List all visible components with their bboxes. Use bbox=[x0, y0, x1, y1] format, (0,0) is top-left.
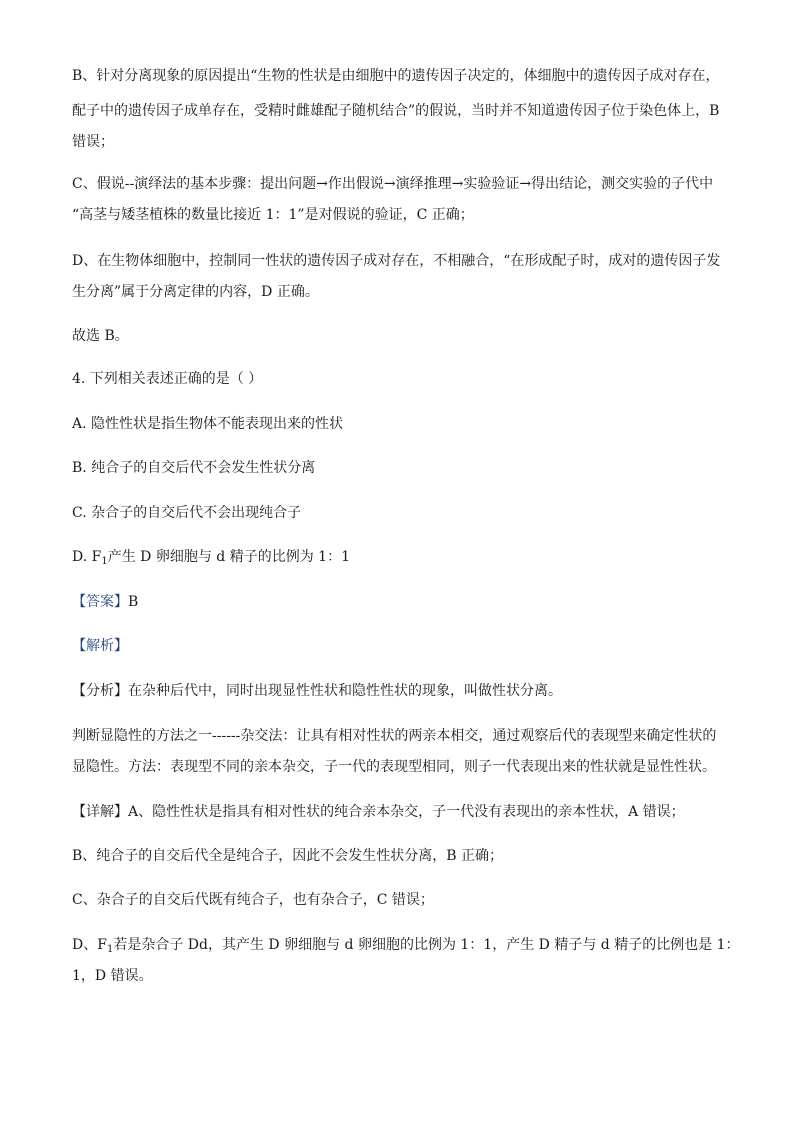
detail-b-line: B、纯合子的自交后代全是纯合子，因此不会发生性状分离，B 正确； bbox=[72, 848, 504, 864]
analysis-line bbox=[72, 636, 732, 656]
prev-b-line-1: B、针对分离现象的原因提出“生物的性状是由细胞中的遗传因子决定的，体细胞中的遗传因子成对存在， bbox=[72, 68, 720, 84]
method-line-2: 显隐性。方法：表现型不同的亲本杂交，子一代的表现型相同，则子一代表现出来的性状就是显性性状。 bbox=[72, 759, 716, 775]
prev-choose: 故选 B。 bbox=[72, 328, 129, 344]
answer-line bbox=[72, 592, 732, 612]
answer-value: B bbox=[128, 594, 139, 610]
detail-d-rest: 若是杂合子 Dd，其产生 D 卵细胞与 d 卵细胞的比例为 1：1，产生 D 精子与 d 精子的比例也是 1： bbox=[113, 937, 740, 953]
detail-d-line-2: 1，D 错误。 bbox=[72, 968, 153, 984]
fenxi-tag: 【分析】 bbox=[72, 683, 128, 699]
option-d bbox=[72, 547, 732, 567]
detail-c-line: C、杂合子的自交后代既有纯合子，也有杂合子，C 错误； bbox=[72, 892, 434, 908]
option-d-prefix: D. F bbox=[72, 549, 102, 565]
fenxi-text: 在杂种后代中，同时出现显性性状和隐性性状的现象，叫做性状分离。 bbox=[128, 683, 562, 699]
prev-c-line-1: C、假说--演绎法的基本步骤：提出问题→作出假说→演绎推理→实验验证→得出结论，测交实验的子代中 bbox=[72, 176, 714, 192]
option-c: C. 杂合子的自交后代不会出现纯合子 bbox=[72, 505, 302, 521]
prev-b-line-2: 配子中的遗传因子成单存在，受精时雌雄配子随机结合”的假说，当时并不知道遗传因子位于染色体上，B bbox=[72, 103, 720, 119]
detail-a-line bbox=[72, 802, 732, 822]
detail-a-text: A、隐性性状是指具有相对性状的纯合亲本杂交，子一代没有表现出的亲本性状，A 错误； bbox=[128, 804, 685, 820]
method-line-1: 判断显隐性的方法之一------杂交法：让具有相对性状的两亲本相交，通过观察后代的表现型来确定性状的 bbox=[72, 728, 717, 744]
question-stem: 4. 下列相关表述正确的是（ ） bbox=[72, 371, 263, 387]
option-d-rest: 产生 D 卵细胞与 d 精子的比例为 1：1 bbox=[107, 549, 350, 565]
option-d-subscript: 1 bbox=[101, 556, 108, 567]
option-a: A. 隐性性状是指生物体不能表现出来的性状 bbox=[72, 416, 344, 432]
option-b: B. 纯合子的自交后代不会发生性状分离 bbox=[72, 460, 316, 476]
answer-tag: 【答案】 bbox=[72, 594, 128, 610]
prev-d-line-1: D、在生物体细胞中，控制同一性状的遗传因子成对存在，不相融合，“在形成配子时，成对的遗传因子发 bbox=[72, 253, 721, 269]
detail-d-prefix: D、F bbox=[72, 937, 107, 953]
fenxi-line bbox=[72, 681, 732, 701]
analysis-tag: 【解析】 bbox=[72, 638, 128, 654]
prev-b-line-3: 错误； bbox=[72, 134, 114, 150]
detail-d-line-1 bbox=[72, 935, 740, 955]
prev-d-line-2: 生分离”属于分离定律的内容，D 正确。 bbox=[72, 284, 319, 300]
detail-d-subscript: 1 bbox=[106, 944, 114, 955]
detail-tag: 【详解】 bbox=[72, 804, 128, 820]
prev-c-line-2: “高茎与矮茎植株的数量比接近 1：1”是对假说的验证，C 正确； bbox=[72, 207, 474, 223]
